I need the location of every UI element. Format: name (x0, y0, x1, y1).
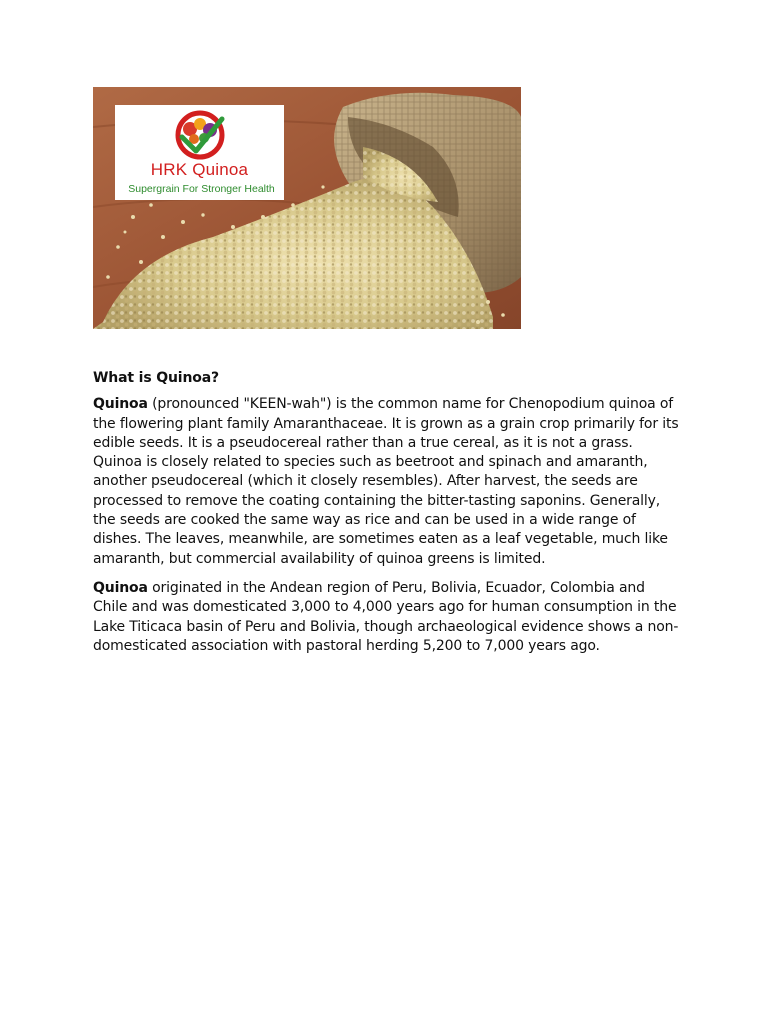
article-paragraph (93, 579, 683, 656)
article (93, 369, 683, 666)
brand-logo (115, 105, 284, 200)
paragraph-text: originated in the Andean region of Peru, Bolivia, Ecuador, Colombia and Chile and was domesticated 3,000 to 4,000 years ago for human consumption in the Lake Titicaca basin of Peru and Bolivia, though archaeological evidence shows a non-domesticated association with pastoral herding 5,200 to 7,000 years ago. (93, 579, 679, 654)
paragraph-lead-term: Quinoa (93, 579, 148, 596)
paragraph-lead-term: Quinoa (93, 396, 148, 413)
article-paragraph (93, 395, 683, 569)
brand-tagline: Supergrain For Stronger Health (128, 183, 275, 195)
hero-image (93, 87, 521, 329)
brand-title: HRK Quinoa (150, 160, 249, 179)
fruit-checkmark-emblem (170, 109, 230, 161)
article-heading: What is Quinoa? (93, 370, 219, 386)
paragraph-text: (pronounced "KEEN-wah") is the common name for Chenopodium quinoa of the flowering plant family Amaranthaceae. It is grown as a grain crop primarily for its edible seeds. It is a pseudocereal rather than a true cereal, as it is not a grass. Quinoa is closely related to species such as beetroot and spinach and amaranth, another pseudocereal (which it closely resembles). After harvest, the seeds are processed to remove the coating containing the bitter-tasting saponins. Generally, the seeds are cooked the same way as rice and can be used in a wide range of dishes. The leaves, meanwhile, are sometimes eaten as a leaf vegetable, much like amaranth, but commercial availability of quinoa greens is limited. (93, 396, 679, 567)
